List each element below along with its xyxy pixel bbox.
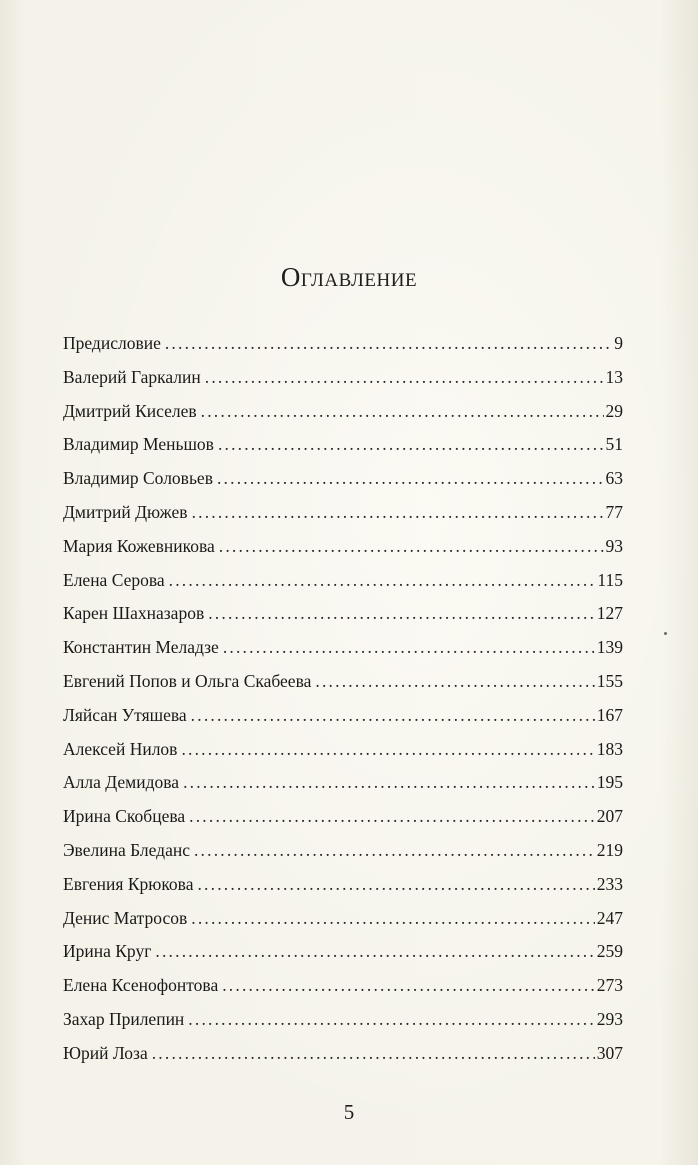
toc-entry <box>63 699 623 733</box>
dot-leader <box>191 699 595 733</box>
toc-entry-page: 233 <box>596 873 623 894</box>
toc-entry-title: Владимир Соловьев <box>63 468 213 489</box>
toc-entry-page: 139 <box>596 637 623 658</box>
toc-entry <box>63 800 623 834</box>
toc-entry-page: 167 <box>596 704 623 725</box>
toc-entry-title: Елена Серова <box>63 569 165 590</box>
toc-entry-page: 115 <box>597 569 623 590</box>
toc-entry-title: Юрий Лоза <box>63 1042 148 1063</box>
toc-entry-page: 183 <box>596 738 623 759</box>
toc-entry-page: 195 <box>596 772 623 793</box>
dot-leader <box>315 665 594 699</box>
toc-entry-title: Ирина Скобцева <box>63 806 186 827</box>
dot-leader <box>197 868 594 902</box>
toc-entry <box>63 496 623 530</box>
toc-entry-title: Алла Демидова <box>63 772 180 793</box>
toc-entry-title: Ирина Круг <box>63 941 152 962</box>
toc-entry-page: 307 <box>596 1042 623 1063</box>
dot-leader <box>192 496 604 530</box>
dot-leader <box>223 631 595 665</box>
toc-entry <box>63 733 623 767</box>
toc-entry-page: 219 <box>596 839 623 860</box>
toc-entry <box>63 631 623 665</box>
toc-entry <box>63 428 623 462</box>
dot-leader <box>152 1037 595 1071</box>
toc-entry-title: Владимир Меньшов <box>63 434 214 455</box>
table-of-contents <box>63 327 623 1071</box>
toc-entry <box>63 361 623 395</box>
toc-entry-page: 9 <box>614 333 623 353</box>
toc-entry-page: 293 <box>596 1008 623 1029</box>
toc-entry-page: 247 <box>596 907 623 928</box>
toc-entry-page: 63 <box>605 468 623 489</box>
toc-entry <box>63 395 623 429</box>
toc-entry-title: Дмитрий Киселев <box>63 400 197 421</box>
toc-entry-title: Елена Ксенофонтова <box>63 975 219 996</box>
dot-leader <box>208 597 595 631</box>
dot-leader <box>188 1003 594 1037</box>
toc-entry <box>63 530 623 564</box>
dot-leader <box>194 834 595 868</box>
dot-leader <box>201 395 604 429</box>
toc-entry-title: Константин Меладзе <box>63 637 219 658</box>
dot-leader <box>181 733 594 767</box>
toc-entry <box>63 1037 623 1071</box>
toc-entry <box>63 1003 623 1037</box>
toc-entry-page: 13 <box>605 366 623 387</box>
toc-entry-title: Захар Прилепин <box>63 1008 185 1029</box>
toc-entry-page: 155 <box>596 670 623 691</box>
toc-entry-title: Денис Матросов <box>63 907 188 928</box>
dot-leader <box>189 800 595 834</box>
toc-entry-page: 29 <box>605 400 623 421</box>
toc-entry-title: Валерий Гаркалин <box>63 366 201 387</box>
toc-entry-page: 51 <box>605 434 623 455</box>
dot-leader <box>191 902 595 936</box>
dot-leader <box>217 462 604 496</box>
toc-entry <box>63 935 623 969</box>
dot-leader <box>218 428 604 462</box>
toc-entry <box>63 327 623 361</box>
toc-entry <box>63 564 623 598</box>
dot-leader <box>169 564 596 598</box>
paper-speck <box>664 632 667 635</box>
toc-entry <box>63 969 623 1003</box>
toc-entry-title: Ляйсан Утяшева <box>63 704 187 725</box>
dot-leader <box>155 935 594 969</box>
page-number: 5 <box>343 1100 355 1124</box>
toc-entry-title: Мария Кожевникова <box>63 535 215 556</box>
toc-entry-page: 93 <box>605 535 623 556</box>
toc-entry <box>63 868 623 902</box>
toc-entry-title: Евгения Крюкова <box>63 873 194 894</box>
toc-entry <box>63 597 623 631</box>
dot-leader <box>165 327 612 361</box>
toc-entry-title: Евгений Попов и Ольга Скабеева <box>63 670 312 691</box>
toc-entry-title: Эвелина Бледанс <box>63 839 190 860</box>
toc-entry <box>63 834 623 868</box>
toc-entry <box>63 766 623 800</box>
toc-entry-title: Дмитрий Дюжев <box>63 501 188 522</box>
toc-entry-page: 259 <box>596 941 623 962</box>
toc-entry-title: Алексей Нилов <box>63 738 178 759</box>
dot-leader <box>205 361 604 395</box>
toc-entry-title: Предисловие <box>63 333 161 353</box>
toc-entry-page: 273 <box>596 975 623 996</box>
toc-entry-page: 127 <box>596 603 623 624</box>
toc-heading: Оглавление <box>280 262 418 292</box>
dot-leader <box>219 530 604 564</box>
toc-entry-page: 207 <box>596 806 623 827</box>
dot-leader <box>222 969 595 1003</box>
toc-entry-title: Карен Шахназаров <box>63 603 205 624</box>
toc-entry-page: 77 <box>605 501 623 522</box>
toc-entry <box>63 665 623 699</box>
toc-entry <box>63 462 623 496</box>
toc-entry <box>63 902 623 936</box>
dot-leader <box>183 766 595 800</box>
